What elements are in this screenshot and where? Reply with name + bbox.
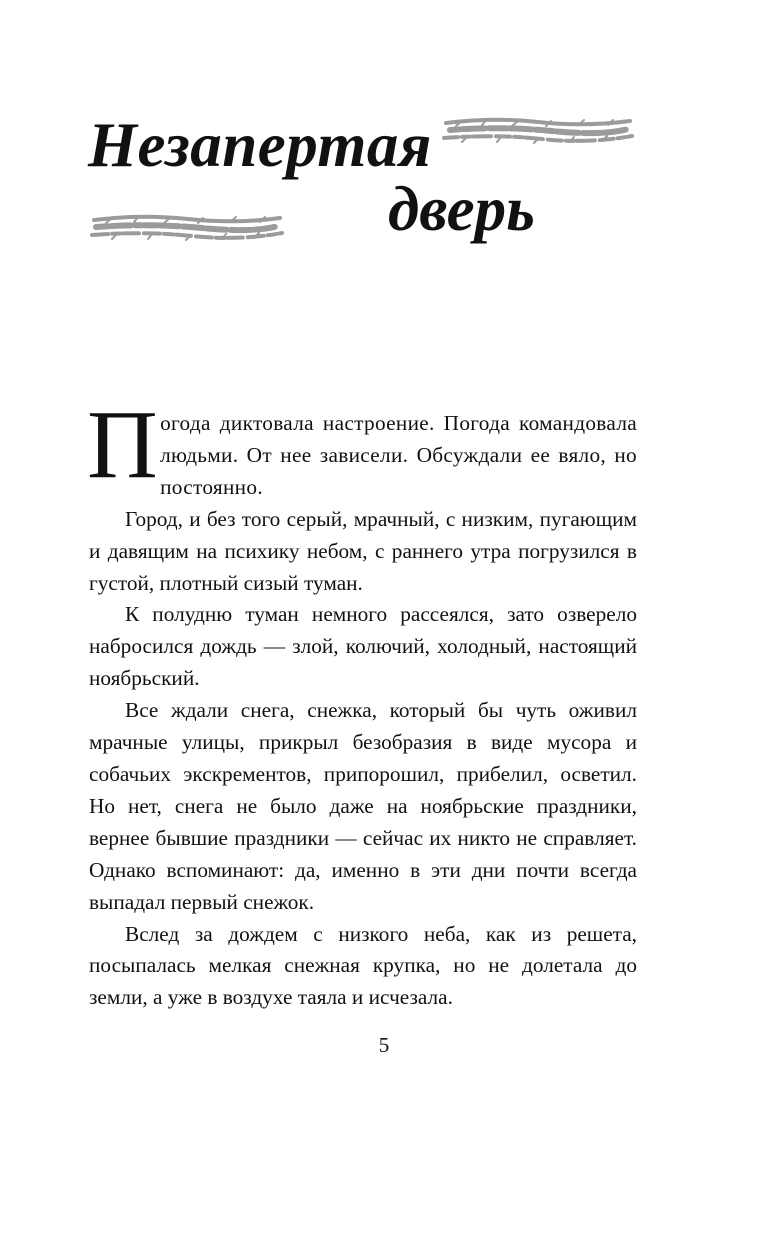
decorative-brush-ornament-left (90, 210, 284, 244)
chapter-body-text (87, 391, 637, 1014)
drop-cap: П (87, 391, 159, 499)
chapter-title-line-1: Незапертая (88, 110, 432, 180)
paragraph-1 (87, 391, 637, 504)
chapter-title-line-2: дверь (388, 174, 535, 244)
paragraph-4: Все ждали снега, снежка, который бы чуть оживил мрачные улицы, прикрыл безобразия в виде мусора и собачьих экскрементов, припорошил, прибелил, осветил. Но нет, снега не было даже на ноябрьские праздники, вернее бывшие праздники — сейчас их никто не справляет. Однако вспоминают: да, именно в эти дни почти всегда выпадал первый снежок. (89, 698, 637, 914)
decorative-brush-ornament-right (442, 114, 634, 148)
page-number: 5 (378, 1033, 390, 1057)
paragraph-2: Город, и без того серый, мрачный, с низким, пугающим и давящим на психику небом, с раннего утра погрузился в густой, плотный сизый туман. (89, 506, 637, 595)
paragraph-5: Вслед за дождем с низкого неба, как из решета, посыпалась мелкая снежная крупка, но не долетала до земли, а уже в воздухе таяла и исчезала. (89, 921, 637, 1010)
paragraph-3: К полудню туман немного рассеялся, зато озверело набросился дождь — злой, колючий, холодный, настоящий ноябрьский. (89, 602, 637, 691)
paragraph-1-text: огода диктовала настроение. Погода командовала людьми. От нее зависели. Обсуждали ее вяло, но постоянно. (160, 411, 637, 499)
